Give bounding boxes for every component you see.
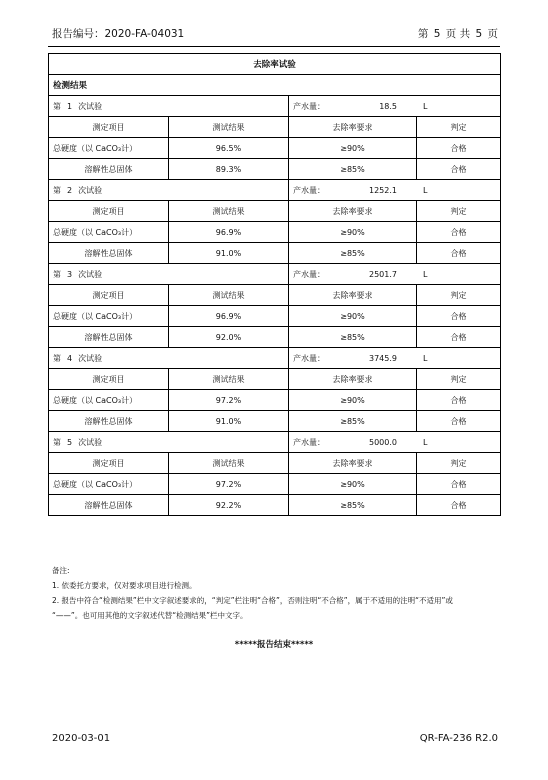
cell-item: 总硬度（以 CaCO₃计）: [49, 222, 169, 243]
trial-prefix: 第: [53, 185, 61, 195]
column-header: 测试结果: [169, 201, 289, 222]
volume-unit: L: [423, 101, 428, 111]
cell-verdict: 合格: [417, 138, 501, 159]
report-end: *****报告结束*****: [234, 640, 314, 650]
trial-prefix: 第: [53, 437, 61, 447]
trial-number: 1: [67, 101, 73, 111]
column-header: 测试结果: [169, 285, 289, 306]
table-row: [49, 390, 501, 411]
column-header: 测定项目: [49, 285, 169, 306]
volume-unit: L: [423, 437, 428, 447]
cell-requirement: ≥85%: [289, 495, 417, 516]
cell-requirement: ≥85%: [289, 159, 417, 180]
volume-label: 产水量：: [293, 101, 325, 111]
cell-requirement: ≥90%: [289, 474, 417, 495]
trial-suffix: 次试验: [78, 101, 103, 111]
note-item: 2. 报告中符合“检测结果”栏中文字叙述要求的，“判定”栏注明“合格”，否则注明“不合格”，属于不适用的注明“不适用”或: [52, 596, 453, 605]
trial-number: 3: [67, 269, 73, 279]
trial-volume: [289, 96, 501, 117]
cell-requirement: ≥85%: [289, 243, 417, 264]
page-total: 5: [475, 28, 483, 40]
cell-result: 96.9%: [169, 306, 289, 327]
trial-label: [49, 348, 289, 369]
cell-result: 97.2%: [169, 390, 289, 411]
volume-label: 产水量：: [293, 269, 325, 279]
cell-requirement: ≥90%: [289, 222, 417, 243]
table-row: [49, 495, 501, 516]
table-row: [49, 411, 501, 432]
cell-verdict: 合格: [417, 159, 501, 180]
column-header-row: [49, 201, 501, 222]
page-header: [52, 26, 498, 42]
volume-label: 产水量：: [293, 185, 325, 195]
column-header: 判定: [417, 285, 501, 306]
column-header: 测试结果: [169, 117, 289, 138]
footer-date: 2020-03-01: [52, 733, 111, 744]
column-header: 去除率要求: [289, 201, 417, 222]
trial-volume: [289, 264, 501, 285]
column-header: 测定项目: [49, 369, 169, 390]
cell-requirement: ≥85%: [289, 411, 417, 432]
footer-form-code: QR-FA-236 R2.0: [419, 733, 498, 744]
table-row: [49, 159, 501, 180]
volume-value: 1252.1: [369, 185, 397, 195]
trial-number: 5: [67, 437, 73, 447]
column-header: 测定项目: [49, 453, 169, 474]
column-header: 判定: [417, 201, 501, 222]
cell-item: 总硬度（以 CaCO₃计）: [49, 138, 169, 159]
volume-value: 2501.7: [369, 269, 397, 279]
cell-requirement: ≥90%: [289, 390, 417, 411]
trial-number: 2: [67, 185, 73, 195]
cell-verdict: 合格: [417, 222, 501, 243]
note-item: 1. 依委托方要求，仅对要求项目进行检测。: [52, 581, 197, 590]
trial-header-row: [49, 432, 501, 453]
page-suffix: 页: [487, 28, 498, 40]
page-footer: [52, 733, 498, 747]
column-header: 测定项目: [49, 201, 169, 222]
trial-header-row: [49, 348, 501, 369]
cell-item: 总硬度（以 CaCO₃计）: [49, 390, 169, 411]
volume-label: 产水量：: [293, 353, 325, 363]
report-number-label: 报告编号：: [52, 28, 105, 40]
volume-value: 18.5: [379, 101, 397, 111]
report-number-value: 2020-FA-04031: [104, 28, 185, 40]
cell-verdict: 合格: [417, 411, 501, 432]
cell-result: 96.9%: [169, 222, 289, 243]
cell-result: 97.2%: [169, 474, 289, 495]
page-indicator: [416, 26, 498, 41]
column-header-row: [49, 285, 501, 306]
cell-result: 92.2%: [169, 495, 289, 516]
cell-verdict: 合格: [417, 390, 501, 411]
cell-result: 89.3%: [169, 159, 289, 180]
trial-header-row: [49, 264, 501, 285]
trial-prefix: 第: [53, 269, 61, 279]
column-header-row: [49, 453, 501, 474]
volume-unit: L: [423, 353, 428, 363]
table-row: [49, 306, 501, 327]
page-mid: 页 共: [445, 28, 471, 40]
report-number: [52, 26, 184, 41]
cell-item: 总硬度（以 CaCO₃计）: [49, 306, 169, 327]
column-header: 判定: [417, 117, 501, 138]
table-row: [49, 474, 501, 495]
column-header: 测定项目: [49, 117, 169, 138]
cell-requirement: ≥85%: [289, 327, 417, 348]
trial-suffix: 次试验: [78, 437, 103, 447]
cell-verdict: 合格: [417, 495, 501, 516]
column-header: 判定: [417, 453, 501, 474]
trial-suffix: 次试验: [78, 269, 103, 279]
table-row: [49, 243, 501, 264]
table-row: [49, 138, 501, 159]
notes: [52, 563, 500, 623]
cell-item: 总硬度（以 CaCO₃计）: [49, 474, 169, 495]
column-header: 去除率要求: [289, 285, 417, 306]
table-row: [49, 222, 501, 243]
trial-header-row: [49, 180, 501, 201]
volume-value: 3745.9: [369, 353, 397, 363]
cell-result: 96.5%: [169, 138, 289, 159]
page-prefix: 第: [417, 28, 429, 40]
cell-requirement: ≥90%: [289, 138, 417, 159]
trial-prefix: 第: [53, 101, 61, 111]
section-row: [49, 75, 501, 96]
volume-label: 产水量：: [293, 437, 325, 447]
cell-result: 91.0%: [169, 411, 289, 432]
column-header: 测试结果: [169, 453, 289, 474]
column-header: 测试结果: [169, 369, 289, 390]
column-header: 判定: [417, 369, 501, 390]
cell-item: 溶解性总固体: [49, 495, 169, 516]
trial-suffix: 次试验: [78, 353, 103, 363]
notes-title: 备注:: [52, 566, 70, 575]
trial-header-row: [49, 96, 501, 117]
trial-label: [49, 180, 289, 201]
trial-volume: [289, 180, 501, 201]
results-table: [48, 53, 501, 516]
cell-item: 溶解性总固体: [49, 159, 169, 180]
trial-volume: [289, 432, 501, 453]
table-row: [49, 327, 501, 348]
cell-verdict: 合格: [417, 327, 501, 348]
trial-label: [49, 96, 289, 117]
volume-value: 5000.0: [369, 437, 397, 447]
section-title: 检测结果: [49, 75, 501, 96]
volume-unit: L: [423, 185, 428, 195]
cell-result: 92.0%: [169, 327, 289, 348]
note-item: “——”。也可用其他的文字叙述代替“检测结果”栏中文字。: [52, 611, 248, 620]
cell-item: 溶解性总固体: [49, 327, 169, 348]
cell-verdict: 合格: [417, 306, 501, 327]
volume-unit: L: [423, 269, 428, 279]
table-title-row: [49, 54, 501, 75]
trial-prefix: 第: [53, 353, 61, 363]
cell-item: 溶解性总固体: [49, 411, 169, 432]
cell-result: 91.0%: [169, 243, 289, 264]
cell-item: 溶解性总固体: [49, 243, 169, 264]
cell-verdict: 合格: [417, 243, 501, 264]
cell-verdict: 合格: [417, 474, 501, 495]
column-header: 去除率要求: [289, 453, 417, 474]
trial-label: [49, 432, 289, 453]
trial-suffix: 次试验: [78, 185, 103, 195]
column-header-row: [49, 117, 501, 138]
cell-requirement: ≥90%: [289, 306, 417, 327]
trial-volume: [289, 348, 501, 369]
table-title: 去除率试验: [49, 54, 501, 75]
header-rule: [48, 46, 500, 47]
trial-label: [49, 264, 289, 285]
page-number: 5: [433, 28, 441, 40]
trial-number: 4: [67, 353, 73, 363]
column-header: 去除率要求: [289, 369, 417, 390]
column-header: 去除率要求: [289, 117, 417, 138]
column-header-row: [49, 369, 501, 390]
